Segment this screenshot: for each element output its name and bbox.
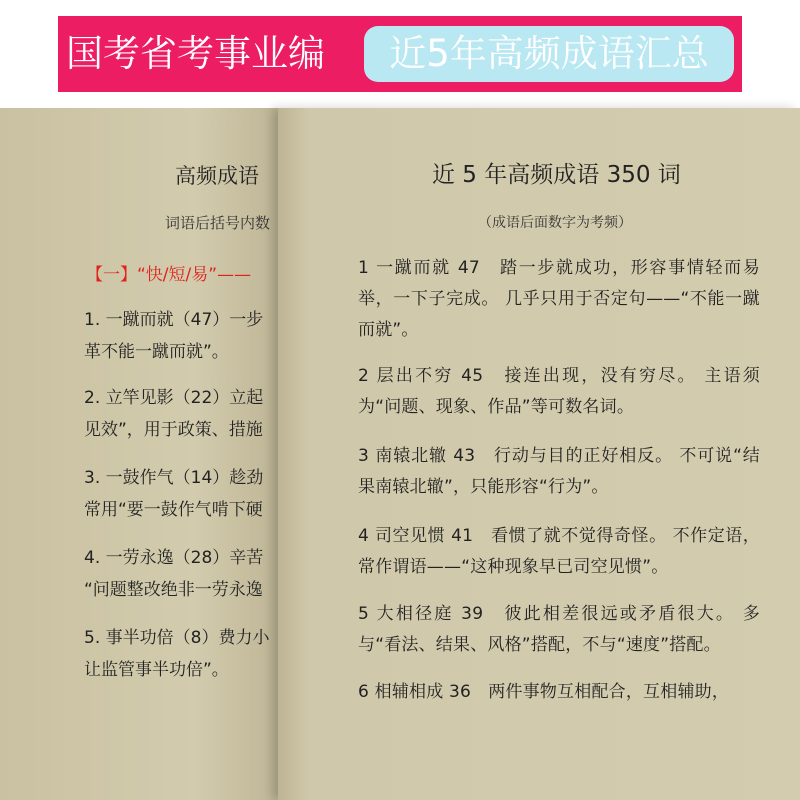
back-entry-line: 让监管事半功倍”。 bbox=[84, 660, 229, 680]
back-entry-line: 革不能一蹴而就”。 bbox=[84, 342, 229, 362]
back-entry-line: “问题整改绝非一劳永逸 bbox=[84, 580, 263, 600]
idiom-entry: 5 大相径庭 39 彼此相差很远或矛盾很大。 多与“看法、结果、风格”搭配，不与“速度”搭配。 bbox=[358, 604, 760, 655]
back-page-title: 高频成语 bbox=[175, 164, 259, 188]
back-entry bbox=[84, 304, 263, 368]
banner-title-highlight: 近5年高频成语汇总 bbox=[364, 26, 734, 82]
back-entry bbox=[84, 622, 269, 686]
idiom-entry: 6 相辅相成 36 两件事物互相配合，互相辅助， bbox=[358, 682, 730, 702]
back-entry-line: 4. 一劳永逸（28）辛苦 bbox=[84, 548, 264, 568]
back-entry bbox=[84, 542, 263, 606]
front-page bbox=[278, 108, 800, 800]
back-entry bbox=[84, 462, 263, 526]
back-entry-line: 常用“要一鼓作气啃下硬 bbox=[84, 500, 263, 520]
section-heading: 【一】“快/短/易”—— bbox=[86, 265, 252, 285]
back-entry-line: 3. 一鼓作气（14）趁劲 bbox=[84, 468, 264, 488]
idiom-entry: 2 层出不穷 45 接连出现，没有穷尽。 主语须为“问题、现象、作品”等可数名词。 bbox=[358, 366, 760, 417]
back-entry bbox=[84, 382, 263, 446]
header-banner bbox=[58, 16, 742, 92]
back-page-subtitle: 词语后括号内数 bbox=[165, 214, 271, 232]
front-page-subtitle: （成语后面数字为考频） bbox=[478, 215, 632, 231]
front-page-title: 近 5 年高频成语 350 词 bbox=[432, 162, 681, 188]
back-entry-line: 见效”，用于政策、措施 bbox=[84, 420, 263, 440]
back-entry-line: 5. 事半功倍（8）费力小 bbox=[84, 628, 270, 648]
idiom-entry: 4 司空见惯 41 看惯了就不觉得奇怪。 不作定语，常作谓语——“这种现象早已司空见惯”。 bbox=[358, 526, 760, 577]
banner-title-left: 国考省考事业编 bbox=[66, 32, 325, 75]
back-entry-line: 2. 立竿见影（22）立起 bbox=[84, 388, 264, 408]
back-page bbox=[0, 108, 278, 800]
idiom-entry: 1 一蹴而就 47 踏一步就成功，形容事情轻而易举，一下子完成。 几乎只用于否定句——“不能一蹴而就”。 bbox=[358, 258, 760, 340]
idiom-entry: 3 南辕北辙 43 行动与目的正好相反。 不可说“结果南辕北辙”，只能形容“行为”。 bbox=[358, 446, 760, 497]
back-entry-line: 1. 一蹴而就（47）一步 bbox=[84, 310, 264, 330]
